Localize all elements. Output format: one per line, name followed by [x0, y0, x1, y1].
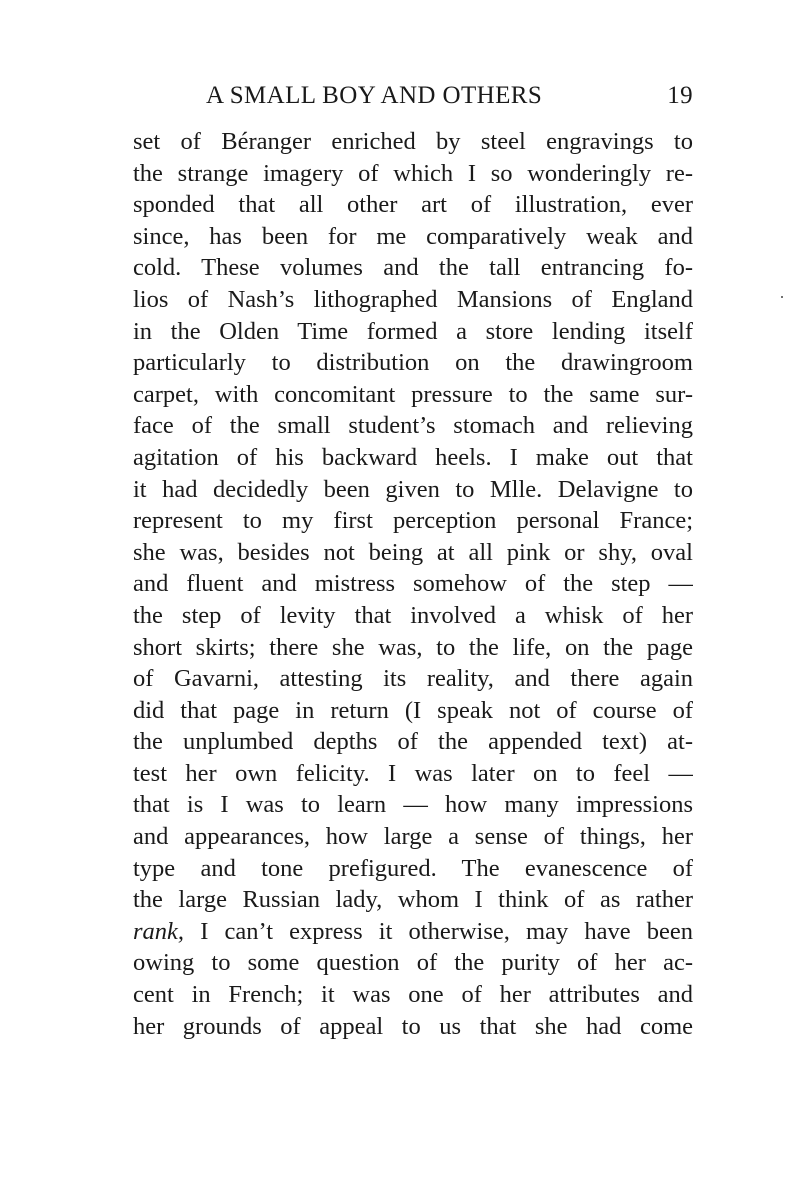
text-line: it had decidedly been given to Mlle. Delavigne to	[133, 475, 693, 503]
text-line: lios of Nash’s lithographed Mansions of England	[133, 285, 693, 313]
text-line-italic	[133, 916, 693, 948]
text-line: sponded that all other art of illustration, ever	[133, 191, 693, 219]
text-line: the unplumbed depths of the appended text) at-	[133, 728, 693, 756]
text-line: she was, besides not being at all pink or shy, oval	[133, 538, 693, 566]
italic-line-rest: I can’t express it otherwise, may have been	[184, 917, 693, 945]
text-line: the step of levity that involved a whisk of her	[133, 601, 693, 629]
text-line: carpet, with concomitant pressure to the same sur-	[133, 380, 693, 408]
text-line: owing to some question of the purity of her ac-	[133, 949, 693, 977]
book-page	[133, 78, 693, 1042]
margin-speck	[781, 296, 783, 298]
text-line: type and tone prefigured. The evanescence of	[133, 854, 693, 882]
text-line: in the Olden Time formed a store lending itself	[133, 317, 693, 345]
text-line: did that page in return (I speak not of course of	[133, 696, 693, 724]
page-number: 19	[667, 82, 693, 109]
body-text	[133, 126, 693, 1042]
text-line: and fluent and mistress somehow of the step —	[133, 570, 693, 598]
text-line: and appearances, how large a sense of things, her	[133, 823, 693, 851]
text-line: the strange imagery of which I so wonderingly re-	[133, 159, 693, 187]
text-line: of Gavarni, attesting its reality, and there again	[133, 665, 693, 693]
text-line: cold. These volumes and the tall entrancing fo-	[133, 254, 693, 282]
text-line: cent in French; it was one of her attributes and	[133, 981, 693, 1009]
running-title: A SMALL BOY AND OTHERS	[206, 82, 543, 109]
text-line: represent to my first perception personal France;	[133, 507, 693, 535]
text-line: agitation of his backward heels. I make out that	[133, 443, 693, 471]
text-line: short skirts; there she was, to the life, on the page	[133, 633, 693, 661]
text-line: test her own felicity. I was later on to feel —	[133, 759, 693, 787]
text-line: that is I was to learn — how many impressions	[133, 791, 693, 819]
italic-word: rank,	[133, 917, 185, 945]
text-line: particularly to distribution on the drawingroom	[133, 349, 693, 377]
text-line: face of the small student’s stomach and relieving	[133, 412, 693, 440]
text-line: her grounds of appeal to us that she had come	[133, 1012, 693, 1040]
text-line: since, has been for me comparatively weak and	[133, 222, 693, 250]
text-line: the large Russian lady, whom I think of as rather	[133, 886, 693, 914]
text-line: set of Béranger enriched by steel engravings to	[133, 128, 693, 155]
running-head	[133, 78, 693, 118]
